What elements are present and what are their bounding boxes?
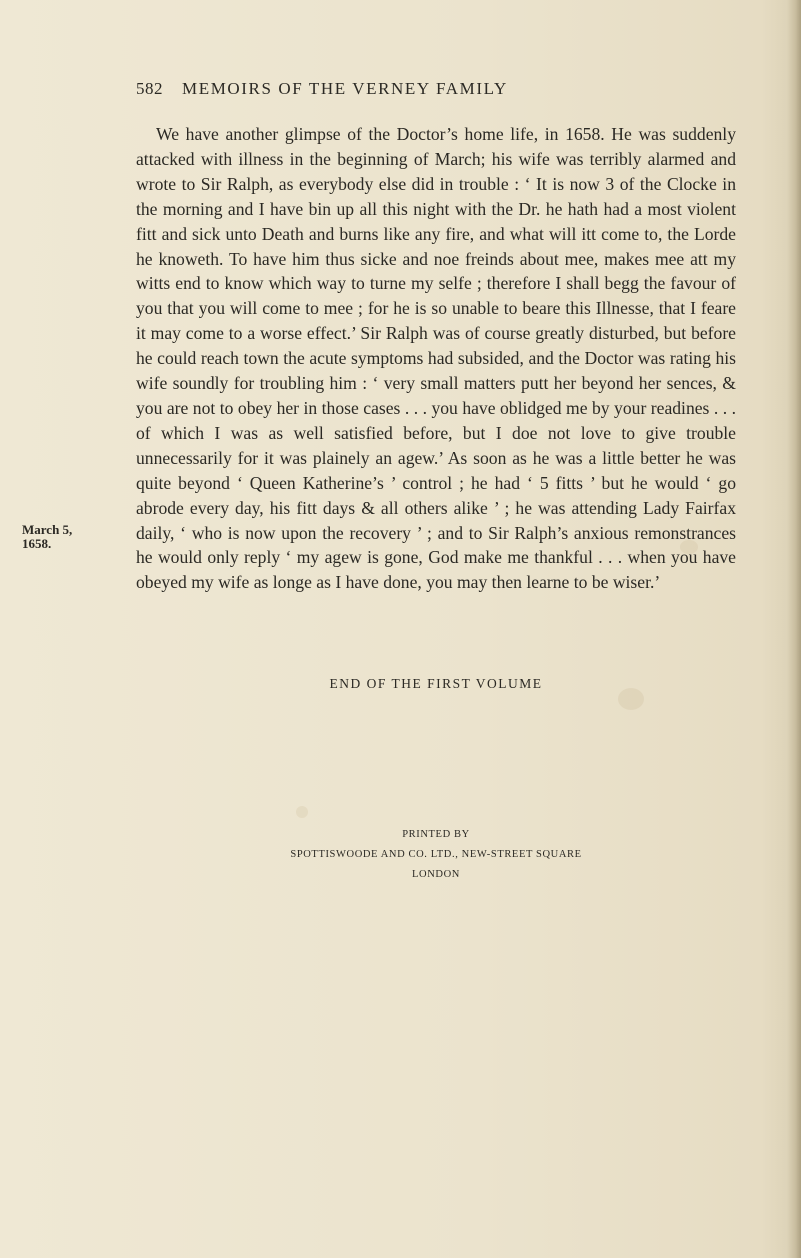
margin-note-year: 1658. xyxy=(22,536,52,551)
page-edge-shadow xyxy=(787,0,801,1258)
margin-note-date: March 5, xyxy=(22,522,73,537)
margin-note xyxy=(22,523,106,551)
end-of-volume: END OF THE FIRST VOLUME xyxy=(329,676,543,691)
printed-by: PRINTED BY xyxy=(402,829,470,840)
page-header xyxy=(136,79,736,105)
paper-stain xyxy=(296,806,308,818)
printer-name: SPOTTISWOODE AND CO. LTD., NEW-STREET SQUARE xyxy=(290,849,582,860)
printer-city: LONDON xyxy=(412,869,460,880)
printer-colophon xyxy=(136,825,736,885)
body-paragraph: We have another glimpse of the Doctor’s home life, in 1658. He was suddenly attacked with illness in the beginning of March; his wife was terribly alarmed and wrote to Sir Ralph, as everybody else did in trouble : ‘ It is now 3 of the Clocke in the morning and I have bin up all this night with the Dr. he hath had a most violent fitt and sick unto Death and burns like any fire, and what will itt come to, the Lorde he knoweth. To have him thus sicke and noe freinds about mee, makes mee att my witts end to know which way to turne my selfe ; therefore I shall begg the favour of you that you will come to mee ; for he is so unable to beare this Illnesse, that I feare it may come to a worse effect.’ Sir Ralph was of course greatly disturbed, but before he could reach town the acute symptoms had subsided, and the Doctor was rating his wife soundly for troubling him : ‘ very small matters putt her beyond her sences, & you are not to obey her in those cases . . . you have oblidged me by your readines . . . of which I was as well satisfied before, but I doe not love to give trouble unnecessarily for it was plainely an agew.’ As soon as he was a little better he was quite beyond ‘ Queen Katherine’s ’ control ; he had ‘ 5 fitts ’ but he would ‘ go abrode every day, his fitt days & all others alike ’ ; he was attending Lady Fairfax daily, ‘ who is now upon the recovery ’ ; and to Sir Ralph’s anxious remonstrances he would only reply ‘ my agew is gone, God make me thankful . . . when you have obeyed my wife as longe as I have done, you may then learne to be wiser.’ xyxy=(136,124,736,593)
running-head: MEMOIRS OF THE VERNEY FAMILY xyxy=(182,79,508,98)
page-number: 582 xyxy=(136,79,163,98)
